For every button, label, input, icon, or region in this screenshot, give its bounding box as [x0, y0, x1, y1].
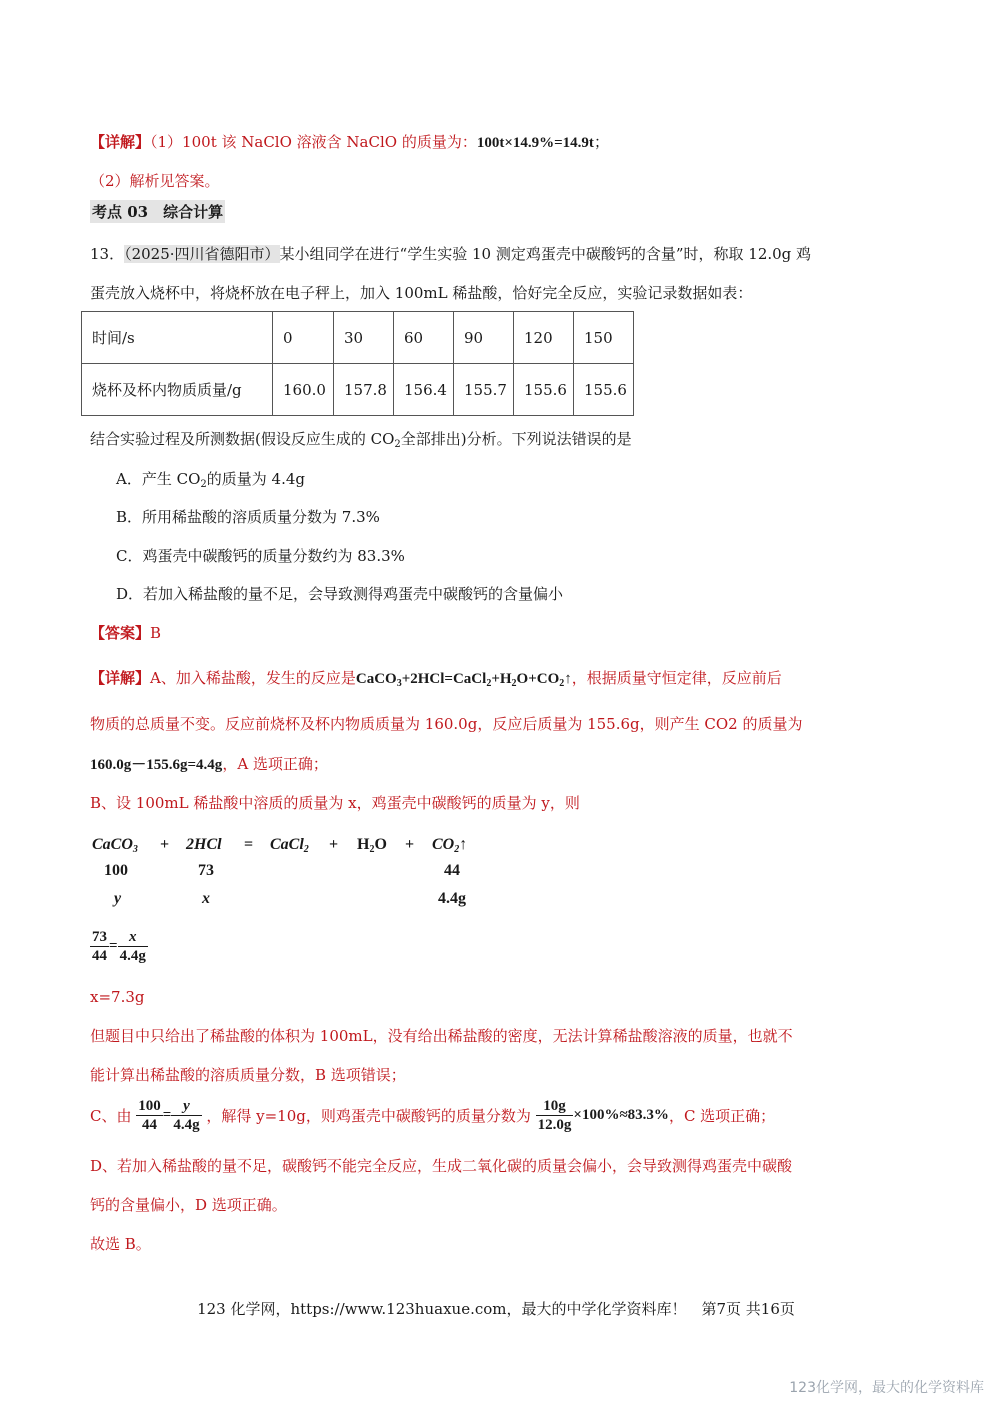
option-d: D．若加入稀盐酸的量不足，会导致测得鸡蛋壳中碳酸钙的含量偏小 [116, 585, 564, 603]
eq-variable: y [114, 890, 122, 907]
table-cell: 160.0 [273, 364, 334, 416]
eq-co2: $CO_2↑$ [432, 836, 468, 855]
option-a: A．产生 $CO_2$的质量为 4.4g [116, 470, 305, 490]
table-cell: 150 [574, 312, 634, 364]
eq-variable: x [202, 890, 210, 907]
reaction-equation: $CaCO_3+2HCl=CaCl_2+H_2O+CO_2↑$ [355, 671, 572, 689]
eq-mass: 73 [198, 862, 214, 879]
table-cell: 0 [273, 312, 334, 364]
explanation-d-line-2: 钙的含量偏小，D 选项正确。 [90, 1196, 287, 1214]
table-cell: 156.4 [394, 364, 454, 416]
eq-plus: + [405, 836, 415, 853]
eq-plus: + [329, 836, 339, 853]
gas-arrow-icon: ↑ [564, 671, 572, 687]
explanation-a-line-1: 【详解】A、加入稀盐酸，发生的反应是$CaCO_3+2HCl=CaCl_2+H_2O+CO_2↑$，根据质量守恒定律，反应前后 [90, 669, 782, 689]
question-stem-line-1: 13．（2025·四川省德阳市）某小组同学在进行“学生实验 10 测定鸡蛋壳中碳酸钙的含量”时，称取 12.0g 鸡 [90, 245, 812, 263]
option-c: C．鸡蛋壳中碳酸钙的质量分数约为 83.3% [116, 547, 405, 565]
question-prompt: 结合实验过程及所测数据(假设反应生成的 $CO_2$全部排出)分析。下列说法错误的是 [90, 430, 632, 450]
explanation-b-line-3: 能计算出稀盐酸的溶质质量分数，B 选项错误； [90, 1066, 406, 1084]
explanation-c-line: C、由 $\frac{100}{44}$ = $\frac{y}{4.4g}$ ，解得 y=10g，则鸡蛋壳中碳酸钙的质量分数为 $\frac{10g}{12.0g}$ ×100%≈83.3%，C 选项正确； [90, 1098, 776, 1133]
detail-line-1: 【详解】（1）100t 该 NaClO 溶液含 NaClO 的质量为：100t×14.9%=14.9t； [90, 133, 609, 151]
formula: 100t×14.9%=14.9t [476, 135, 594, 151]
eq-hcl: 2HCl [186, 836, 222, 853]
table-row [82, 312, 634, 364]
table-header-cell: 烧杯及杯内物质质量/g [82, 364, 273, 416]
page-footer: 123 化学网，https://www.123huaxue.com，最大的中学化学资料库！ 第7页 共16页 [197, 1300, 795, 1318]
explanation-d-line-1: D、若加入稀盐酸的量不足，碳酸钙不能完全反应，生成二氧化碳的质量会偏小，会导致测得鸡蛋壳中碳酸 [90, 1157, 793, 1175]
eq-h2o: $H_2O$ [357, 836, 387, 855]
eq-equals: = [244, 836, 254, 853]
explanation-a-line-3: 160.0g－155.6g=4.4g，A 选项正确； [90, 755, 328, 773]
eq-mass: 44 [444, 862, 460, 879]
table-cell: 60 [394, 312, 454, 364]
answer-line [90, 622, 161, 643]
eq-cacl2: CaCl$_2$ [270, 836, 309, 855]
table-cell: 155.6 [574, 364, 634, 416]
table-row [82, 364, 634, 416]
table-cell: 155.6 [514, 364, 574, 416]
ratio-equation: $\frac{73}{44}$ = $\frac{x}{4.4g}$ [92, 929, 146, 964]
table-header-cell: 时间/s [82, 312, 273, 364]
question-source: （2025·四川省德阳市） [124, 245, 280, 263]
question-stem-line-2: 蛋壳放入烧杯中，将烧杯放在电子秤上，加入 100mL 稀盐酸，恰好完全反应，实验记录数据如表： [90, 284, 753, 302]
explanation-a-line-2: 物质的总质量不变。反应前烧杯及杯内物质质量为 160.0g，反应后质量为 155.6g，则产生 CO2 的质量为 [90, 715, 803, 733]
question-number: 13． [90, 245, 125, 263]
data-table [81, 311, 634, 416]
eq-caco3: CaCO$_3$ [92, 836, 138, 855]
table-cell: 30 [334, 312, 394, 364]
table-cell: 90 [454, 312, 514, 364]
answer-tag: 【答案】 [90, 624, 151, 642]
gas-arrow-icon: ↑ [459, 836, 468, 853]
eq-variable: 4.4g [438, 890, 466, 907]
table-cell: 120 [514, 312, 574, 364]
explanation-b-line-1: B、设 100mL 稀盐酸中溶质的质量为 x，鸡蛋壳中碳酸钙的质量为 y，则 [90, 794, 580, 812]
explanation-tag: 【详解】 [90, 669, 151, 687]
detail-tag: 【详解】 [90, 133, 151, 151]
table-cell: 157.8 [334, 364, 394, 416]
x-result: x=7.3g [90, 988, 145, 1006]
option-b: B．所用稀盐酸的溶质质量分数为 7.3% [116, 508, 380, 526]
watermark: 123化学网，最大的化学资料库 [789, 1380, 984, 1396]
section-heading: 考点 03 综合计算 [90, 200, 225, 223]
explanation-b-line-2: 但题目中只给出了稀盐酸的体积为 100mL，没有给出稀盐酸的密度，无法计算稀盐酸溶液的质量，也就不 [90, 1027, 793, 1045]
table-cell: 155.7 [454, 364, 514, 416]
eq-plus: + [160, 836, 170, 853]
answer-value: B [150, 624, 162, 642]
eq-mass: 100 [104, 862, 128, 879]
conclusion: 故选 B。 [90, 1235, 151, 1253]
detail-line-2: （2）解析见答案。 [90, 172, 220, 190]
